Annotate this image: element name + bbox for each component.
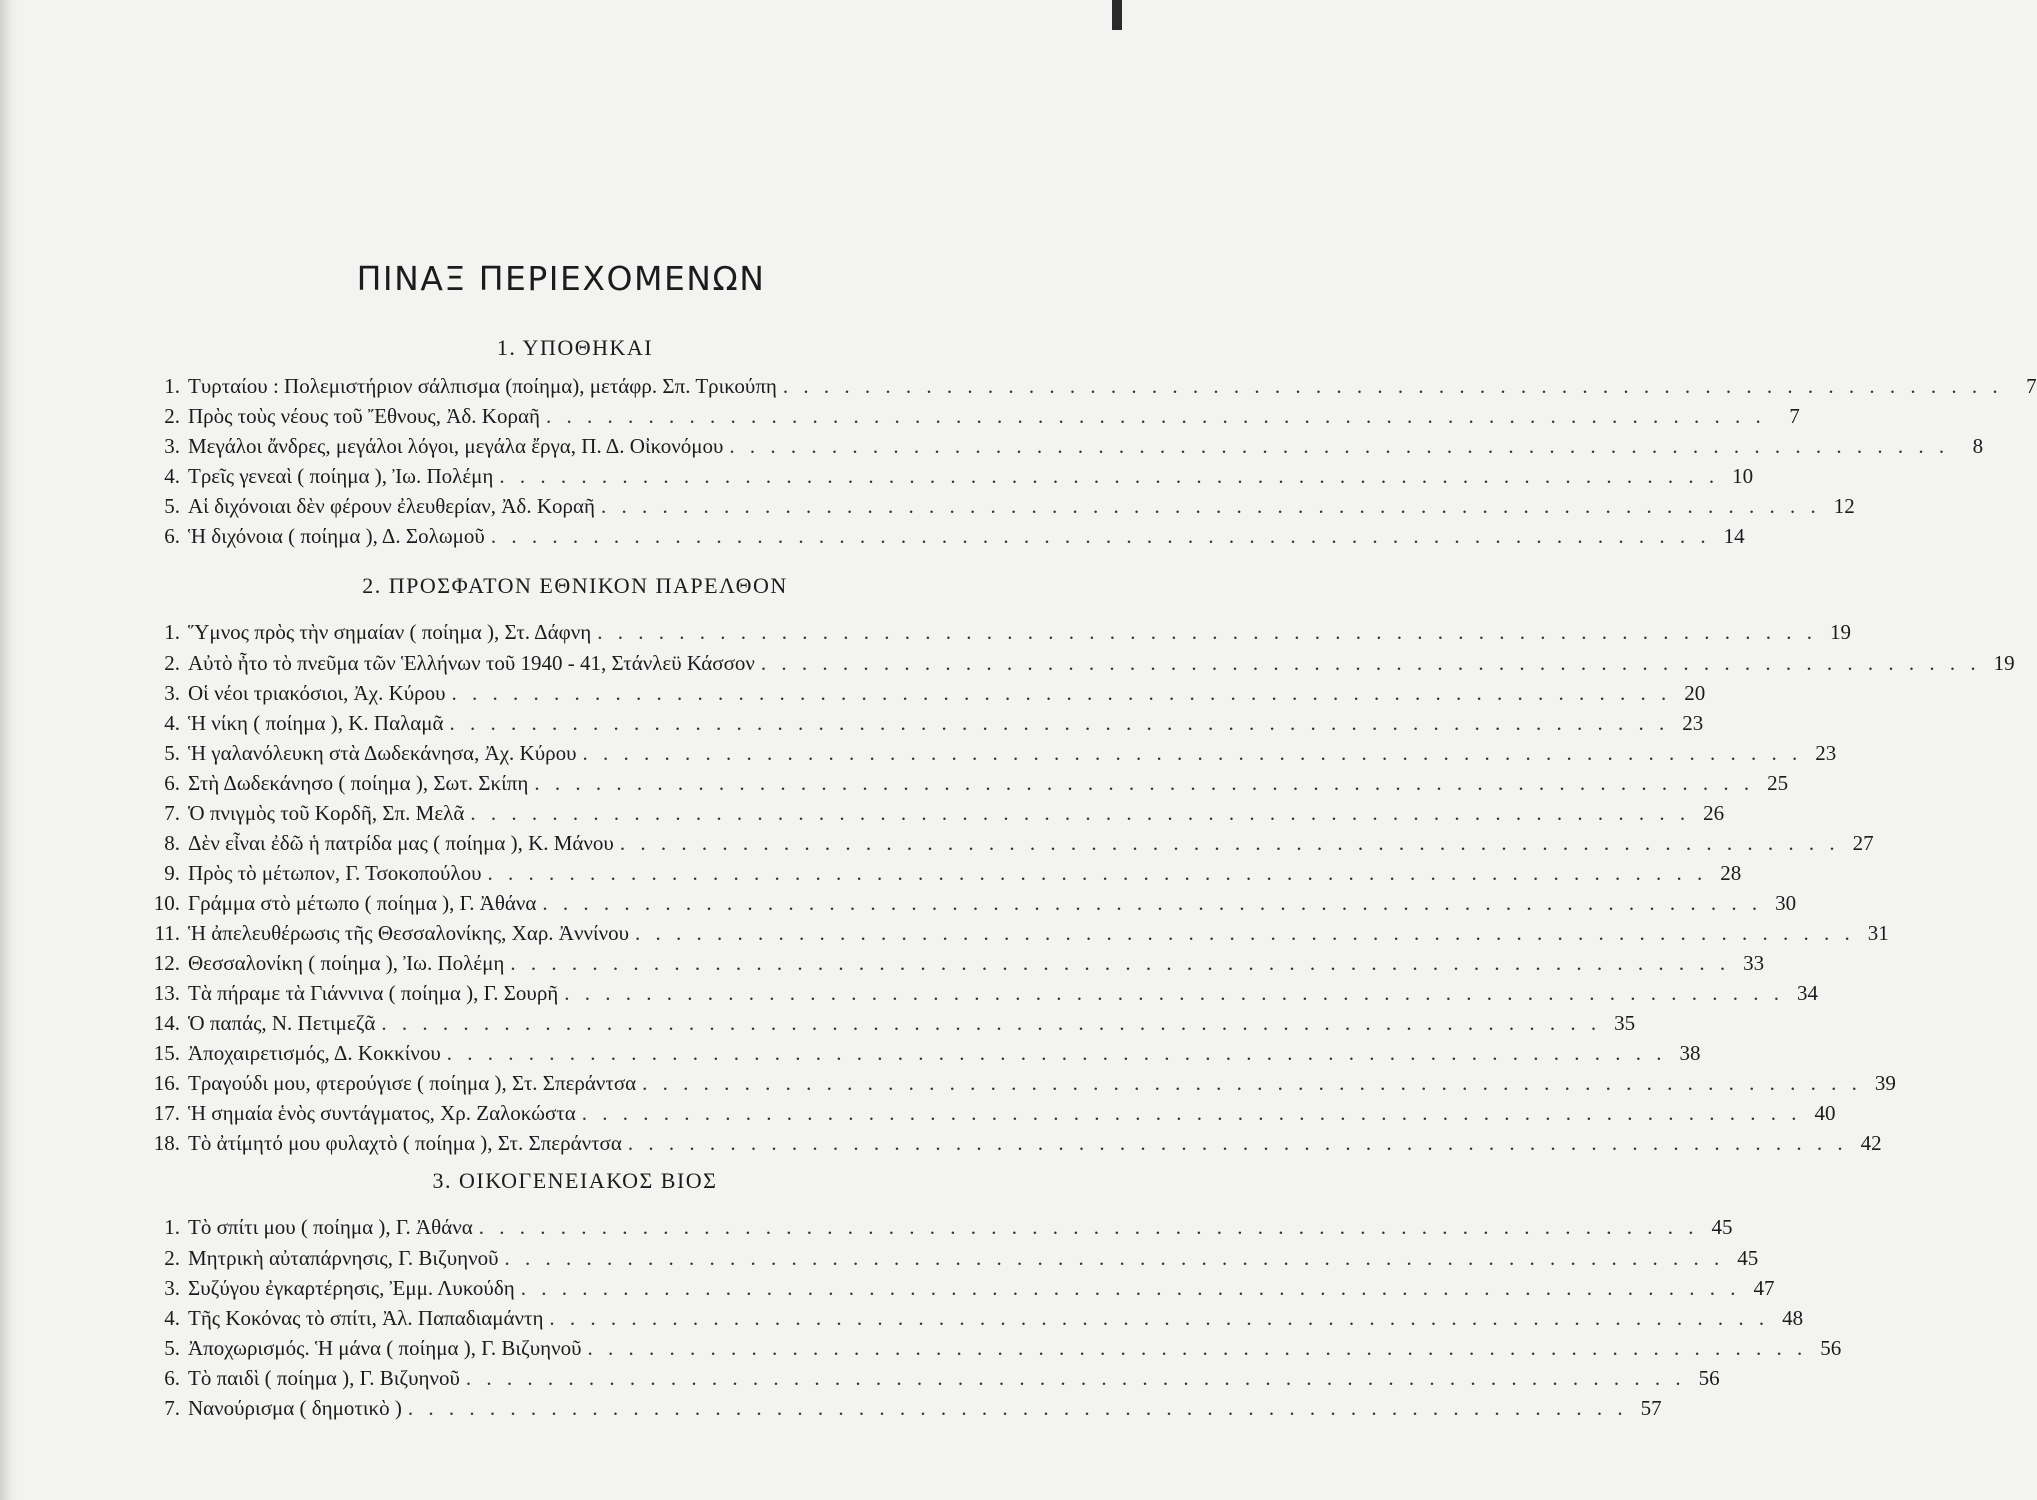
entry-number: 17.: [153, 1101, 180, 1125]
entry-page: 28: [1720, 861, 1742, 885]
dot-leader: . . . . . . . . . . . . . . . . . . . . . . . . . . . . . . . . . . . . . . . . . . . . . . . . . . . . . . . . . . . .: [446, 1041, 1667, 1065]
toc-entry: [130, 1336, 1842, 1366]
dot-leader: . . . . . . . . . . . . . . . . . . . . . . . . . . . . . . . . . . . . . . . . . . . . . . . . . . . . . . . . . . . .: [499, 464, 1720, 488]
section-heading: 2. ΠΡΟΣΦΑΤΟΝ ΕΘΝΙΚΟΝ ΠΑΡΕΛΘΟΝ: [362, 573, 788, 598]
dot-leader: . . . . . . . . . . . . . . . . . . . . . . . . . . . . . . . . . . . . . . . . . . . . . . . . . . . . . . . . . . . .: [597, 620, 1817, 644]
entry-page: 8: [1972, 434, 1984, 458]
entry-title: Οἱ νέοι τριακόσιοι, Ἀχ. Κύρου: [188, 681, 446, 705]
entry-page: 39: [1874, 1071, 1896, 1095]
entry-title: Ἡ σημαία ἑνὸς συντάγματος, Χρ. Ζαλοκώστα: [188, 1101, 576, 1125]
entry-number: 9.: [164, 861, 180, 885]
dot-leader: . . . . . . . . . . . . . . . . . . . . . . . . . . . . . . . . . . . . . . . . . . . . . . . . . . . . . . . . . . . .: [619, 831, 1840, 855]
dot-leader: . . . . . . . . . . . . . . . . . . . . . . . . . . . . . . . . . . . . . . . . . . . . . . . . . . . . . . . . . . . .: [627, 1131, 1848, 1155]
entry-page: 12: [1833, 494, 1855, 518]
entry-number: 2.: [164, 651, 180, 675]
entry-page: 19: [1830, 620, 1851, 644]
entry-number: 13.: [153, 981, 180, 1005]
dot-leader: . . . . . . . . . . . . . . . . . . . . . . . . . . . . . . . . . . . . . . . . . . . . . . . . . . . . . . . . . . . .: [545, 404, 1766, 428]
toc-entry: [130, 404, 1800, 434]
entry-title: Στὴ Δωδεκάνησο ( ποίημα ), Σωτ. Σκίπη: [188, 771, 529, 795]
dot-leader: . . . . . . . . . . . . . . . . . . . . . . . . . . . . . . . . . . . . . . . . . . . . . . . . . . . . . . . . . . . .: [490, 524, 1711, 548]
dot-leader: . . . . . . . . . . . . . . . . . . . . . . . . . . . . . . . . . . . . . . . . . . . . . . . . . . . . . . . . . . . .: [587, 1336, 1808, 1360]
entry-number: 4.: [164, 1306, 180, 1330]
toc-entry: [130, 801, 1725, 831]
entry-title: Τραγούδι μου, φτερούγισε ( ποίημα ), Στ. Σπεράντσα: [188, 1071, 637, 1095]
dot-leader: . . . . . . . . . . . . . . . . . . . . . . . . . . . . . . . . . . . . . . . . . . . . . . . . . . . . . . . . . . . .: [451, 681, 1672, 705]
entry-number: 3.: [164, 434, 180, 458]
entry-number: 2.: [164, 404, 180, 428]
toc-entry: [130, 951, 1765, 981]
dot-leader: . . . . . . . . . . . . . . . . . . . . . . . . . . . . . . . . . . . . . . . . . . . . . . . . . . . . . . . . . . . .: [582, 741, 1803, 765]
entry-number: 15.: [153, 1041, 180, 1065]
entry-title: Ὁ παπάς, Ν. Πετιμεζᾶ: [188, 1011, 376, 1035]
entry-title: Τὸ παιδὶ ( ποίημα ), Γ. Βιζυηνοῦ: [188, 1366, 460, 1390]
toc-entry: [130, 434, 1984, 464]
entry-number: 5.: [164, 494, 180, 518]
dot-leader: . . . . . . . . . . . . . . . . . . . . . . . . . . . . . . . . . . . . . . . . . . . . . . . . . . . . . . . . . . . .: [581, 1101, 1802, 1125]
entry-title: Τρεῖς γενεαὶ ( ποίημα ), Ἰω. Πολέμη: [188, 464, 494, 488]
dot-leader: . . . . . . . . . . . . . . . . . . . . . . . . . . . . . . . . . . . . . . . . . . . . . . . . . . . . . . . . . . . .: [478, 1215, 1699, 1239]
entry-number: 6.: [164, 771, 180, 795]
entry-page: 57: [1640, 1396, 1662, 1420]
entry-number: 2.: [164, 1246, 180, 1270]
dot-leader: . . . . . . . . . . . . . . . . . . . . . . . . . . . . . . . . . . . . . . . . . . . . . . . . . . . . . . . . . . . .: [642, 1071, 1862, 1095]
entry-number: 10.: [153, 891, 180, 915]
toc-entry: [130, 831, 1874, 861]
entry-page: 23: [1815, 741, 1837, 765]
entry-number: 6.: [164, 1366, 180, 1390]
entry-page: 38: [1679, 1041, 1701, 1065]
entry-number: 6.: [164, 524, 180, 548]
entry-number: 14.: [153, 1011, 180, 1035]
entry-number: 1.: [164, 374, 180, 398]
section-heading: 1. ΥΠΟΘΗΚΑΙ: [496, 335, 654, 360]
dot-leader: . . . . . . . . . . . . . . . . . . . . . . . . . . . . . . . . . . . . . . . . . . . . . . . . . . . . . . . . . . . .: [487, 861, 1708, 885]
dot-leader: . . . . . . . . . . . . . . . . . . . . . . . . . . . . . . . . . . . . . . . . . . . . . . . . . . . . . . . . . . . .: [635, 921, 1855, 945]
entry-page: 45: [1711, 1215, 1733, 1239]
toc-entry: [130, 651, 2015, 681]
entry-page: 45: [1737, 1246, 1759, 1270]
entry-page: 20: [1684, 681, 1706, 705]
entry-number: 11.: [154, 921, 180, 945]
toc-entry: [130, 1101, 1836, 1131]
entry-page: 25: [1767, 771, 1789, 795]
toc-entry: [130, 1041, 1701, 1071]
entry-title: Ἀποχαιρετισμός, Δ. Κοκκίνου: [188, 1041, 441, 1065]
toc-entry: [130, 1366, 1720, 1396]
entry-title: Ἡ ἀπελευθέρωσις τῆς Θεσσαλονίκης, Χαρ. Ἀννίνου: [188, 921, 629, 945]
entry-page: 47: [1753, 1276, 1775, 1300]
toc-entry: [130, 1011, 1636, 1041]
toc-entry: [130, 681, 1706, 711]
entry-title: Ἀποχωρισμός. Ἡ μάνα ( ποίημα ), Γ. Βιζυηνοῦ: [188, 1336, 582, 1360]
dot-leader: . . . . . . . . . . . . . . . . . . . . . . . . . . . . . . . . . . . . . . . . . . . . . . . . . . . . . . . . . . . .: [782, 374, 2003, 398]
entry-title: Ὁ πνιγμὸς τοῦ Κορδῆ, Σπ. Μελᾶ: [188, 801, 465, 825]
entry-page: 56: [1820, 1336, 1842, 1360]
toc-entry: [130, 711, 1704, 741]
page-title: ΠΙΝΑΞ ΠΕΡΙΕΧΟΜΕΝΩΝ: [356, 259, 766, 299]
entry-title: Συζύγου ἐγκαρτέρησις, Ἐμμ. Λυκούδη: [188, 1276, 515, 1300]
entry-number: 16.: [153, 1071, 180, 1095]
entry-number: 3.: [164, 681, 180, 705]
entry-page: 7: [2026, 374, 2037, 398]
entry-title: Ἡ γαλανόλευκη στὰ Δωδεκάνησα, Ἀχ. Κύρου: [188, 741, 577, 765]
toc-entry: [130, 1131, 1882, 1161]
toc-entry: [130, 1215, 1733, 1245]
entry-title: Πρὸς τοὺς νέους τοῦ Ἔθνους, Ἀδ. Κοραῆ: [188, 404, 540, 428]
entry-number: 4.: [164, 464, 180, 488]
entry-number: 5.: [164, 1336, 180, 1360]
toc-entry: [130, 741, 1837, 771]
entry-title: Γράμμα στὸ μέτωπο ( ποίημα ), Γ. Ἀθάνα: [188, 891, 537, 915]
scan-corner-mark: [1112, 0, 1122, 30]
entry-page: 7: [1789, 404, 1800, 428]
entry-page: 26: [1703, 801, 1725, 825]
entry-title: Τὸ σπίτι μου ( ποίημα ), Γ. Ἀθάνα: [188, 1215, 473, 1239]
toc-entry: [130, 981, 1819, 1011]
entry-title: Νανούρισμα ( δημοτικὸ ): [188, 1396, 402, 1420]
toc-entry: [130, 620, 1851, 650]
entry-page: 30: [1775, 891, 1797, 915]
dot-leader: . . . . . . . . . . . . . . . . . . . . . . . . . . . . . . . . . . . . . . . . . . . . . . . . . . . . . . . . . . . .: [407, 1396, 1628, 1420]
toc-entry: [130, 1246, 1759, 1276]
toc-entry: [130, 771, 1789, 801]
entry-number: 3.: [164, 1276, 180, 1300]
toc-entry: [130, 494, 1855, 524]
entry-title: Ἡ νίκη ( ποίημα ), Κ. Παλαμᾶ: [188, 711, 444, 735]
toc-entry: [130, 524, 1745, 554]
dot-leader: . . . . . . . . . . . . . . . . . . . . . . . . . . . . . . . . . . . . . . . . . . . . . . . . . . . . . . . . . . . .: [504, 1246, 1725, 1270]
entry-title: Τὰ πήραμε τὰ Γιάννινα ( ποίημα ), Γ. Σουρῆ: [188, 981, 559, 1005]
entry-page: 34: [1797, 981, 1819, 1005]
toc-entry: [130, 1071, 1896, 1101]
entry-page: 48: [1782, 1306, 1804, 1330]
scan-edge: [0, 0, 18, 1500]
entry-page: 31: [1867, 921, 1889, 945]
dot-leader: . . . . . . . . . . . . . . . . . . . . . . . . . . . . . . . . . . . . . . . . . . . . . . . . . . . . . . . . . . . .: [549, 1306, 1770, 1330]
dot-leader: . . . . . . . . . . . . . . . . . . . . . . . . . . . . . . . . . . . . . . . . . . . . . . . . . . . . . . . . . . . .: [760, 651, 1981, 675]
toc-entry: [130, 464, 1754, 494]
entry-title: Πρὸς τὸ μέτωπον, Γ. Τσοκοπούλου: [188, 861, 482, 885]
toc-entry: [130, 861, 1742, 891]
dot-leader: . . . . . . . . . . . . . . . . . . . . . . . . . . . . . . . . . . . . . . . . . . . . . . . . . . . . . . . . . . . .: [470, 801, 1691, 825]
dot-leader: . . . . . . . . . . . . . . . . . . . . . . . . . . . . . . . . . . . . . . . . . . . . . . . . . . . . . . . . . . . .: [520, 1276, 1741, 1300]
entry-page: 35: [1614, 1011, 1636, 1035]
entry-title: Τυρταίου : Πολεμιστήριον σάλπισμα (ποίημα), μετάφρ. Σπ. Τρικούπη: [188, 374, 777, 398]
entry-page: 19: [1993, 651, 2015, 675]
toc-entry: [130, 374, 2037, 404]
entry-page: 56: [1698, 1366, 1720, 1390]
entry-number: 5.: [164, 741, 180, 765]
dot-leader: . . . . . . . . . . . . . . . . . . . . . . . . . . . . . . . . . . . . . . . . . . . . . . . . . . . . . . . . . . . .: [600, 494, 1821, 518]
entry-page: 27: [1852, 831, 1874, 855]
dot-leader: . . . . . . . . . . . . . . . . . . . . . . . . . . . . . . . . . . . . . . . . . . . . . . . . . . . . . . . . . . . .: [542, 891, 1763, 915]
toc-entry: [130, 1306, 1804, 1336]
toc-entry: [130, 891, 1797, 921]
entry-title: Μητρικὴ αὐταπάρνησις, Γ. Βιζυηνοῦ: [188, 1246, 499, 1270]
dot-leader: . . . . . . . . . . . . . . . . . . . . . . . . . . . . . . . . . . . . . . . . . . . . . . . . . . . . . . . . . . . .: [510, 951, 1731, 975]
entry-page: 40: [1814, 1101, 1836, 1125]
toc-entry: [130, 921, 1889, 951]
entry-title: Δὲν εἶναι ἐδῶ ἡ πατρίδα μας ( ποίημα ), Κ. Μάνου: [188, 831, 614, 855]
entry-title: Ὕμνος πρὸς τὴν σημαίαν ( ποίημα ), Στ. Δάφνη: [188, 620, 592, 644]
entry-title: Θεσσαλονίκη ( ποίημα ), Ἰω. Πολέμη: [188, 951, 505, 975]
entry-number: 4.: [164, 711, 180, 735]
entry-page: 42: [1860, 1131, 1882, 1155]
entry-page: 14: [1723, 524, 1745, 548]
entry-number: 8.: [164, 831, 180, 855]
dot-leader: . . . . . . . . . . . . . . . . . . . . . . . . . . . . . . . . . . . . . . . . . . . . . . . . . . . . . . . . . . . .: [465, 1366, 1686, 1390]
toc-entry: [130, 1276, 1775, 1306]
dot-leader: . . . . . . . . . . . . . . . . . . . . . . . . . . . . . . . . . . . . . . . . . . . . . . . . . . . . . . . . . . . .: [449, 711, 1670, 735]
dot-leader: . . . . . . . . . . . . . . . . . . . . . . . . . . . . . . . . . . . . . . . . . . . . . . . . . . . . . . . . . . . .: [534, 771, 1755, 795]
dot-leader: . . . . . . . . . . . . . . . . . . . . . . . . . . . . . . . . . . . . . . . . . . . . . . . . . . . . . . . . . . . .: [729, 434, 1950, 458]
entry-number: 12.: [153, 951, 180, 975]
dot-leader: . . . . . . . . . . . . . . . . . . . . . . . . . . . . . . . . . . . . . . . . . . . . . . . . . . . . . . . . . . . .: [381, 1011, 1602, 1035]
entry-title: Μεγάλοι ἄνδρες, μεγάλοι λόγοι, μεγάλα ἔργα, Π. Δ. Οἰκονόμου: [188, 434, 724, 458]
entry-page: 33: [1743, 951, 1765, 975]
entry-title: Αὐτὸ ἦτο τὸ πνεῦμα τῶν Ἑλλήνων τοῦ 1940 - 41, Στάνλεϋ Κάσσον: [188, 651, 755, 675]
entry-number: 1.: [164, 620, 180, 644]
entry-title: Αἱ διχόνοιαι δὲν φέρουν ἐλευθερίαν, Ἀδ. Κοραῆ: [188, 494, 595, 518]
entry-title: Ἡ διχόνοια ( ποίημα ), Δ. Σολωμοῦ: [188, 524, 485, 548]
toc-entry: [130, 1396, 1662, 1426]
entry-title: Τῆς Κοκόνας τὸ σπίτι, Ἀλ. Παπαδιαμάντη: [188, 1306, 544, 1330]
dot-leader: . . . . . . . . . . . . . . . . . . . . . . . . . . . . . . . . . . . . . . . . . . . . . . . . . . . . . . . . . . . .: [564, 981, 1785, 1005]
entry-page: 10: [1732, 464, 1754, 488]
entry-number: 1.: [164, 1215, 180, 1239]
entry-number: 18.: [153, 1131, 180, 1155]
section-heading: 3. ΟΙΚΟΓΕΝΕΙΑΚΟΣ ΒΙΟΣ: [432, 1168, 718, 1193]
entry-number: 7.: [164, 1396, 180, 1420]
entry-title: Τὸ ἀτίμητό μου φυλαχτὸ ( ποίημα ), Στ. Σπεράντσα: [188, 1131, 622, 1155]
entry-page: 23: [1682, 711, 1704, 735]
entry-number: 7.: [164, 801, 180, 825]
